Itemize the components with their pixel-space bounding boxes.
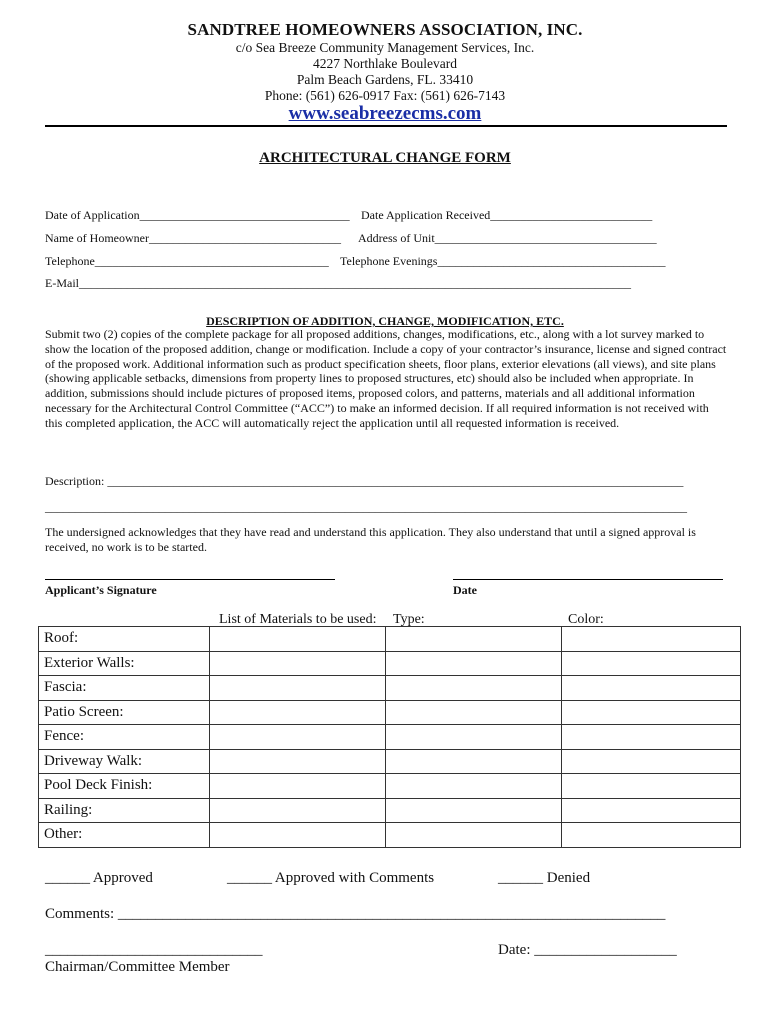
comments-field[interactable]: Comments: _________________________________________________________________________ bbox=[45, 906, 666, 922]
material-type-cell[interactable] bbox=[386, 676, 562, 701]
street-line: 4227 Northlake Boulevard bbox=[313, 56, 457, 71]
material-type-cell[interactable] bbox=[386, 651, 562, 676]
approved-option[interactable]: ______ Approved bbox=[45, 870, 153, 886]
material-type-cell[interactable] bbox=[386, 823, 562, 848]
materials-row bbox=[39, 725, 741, 750]
materials-row bbox=[39, 700, 741, 725]
material-used-cell[interactable] bbox=[210, 676, 386, 701]
material-used-cell[interactable] bbox=[210, 627, 386, 652]
city-line: Palm Beach Gardens, FL. 33410 bbox=[296, 72, 474, 87]
material-type-cell[interactable] bbox=[386, 749, 562, 774]
email-field[interactable]: E-Mail____________________________________________________________________________________________ bbox=[45, 276, 631, 290]
material-type-cell[interactable] bbox=[386, 774, 562, 799]
acknowledgement-text: The undersigned acknowledges that they have read and understand this application. They also understand that until a signed approval is received, no work is to be started. bbox=[45, 525, 696, 554]
materials-row bbox=[39, 651, 741, 676]
unit-address-field[interactable]: Address of Unit_____________________________________ bbox=[358, 231, 657, 245]
material-label: Pool Deck Finish: bbox=[39, 774, 210, 799]
material-label: Patio Screen: bbox=[39, 700, 210, 725]
material-type-cell[interactable] bbox=[386, 798, 562, 823]
material-label: Roof: bbox=[39, 627, 210, 652]
material-used-cell[interactable] bbox=[210, 774, 386, 799]
header-divider bbox=[45, 125, 727, 127]
homeowner-name-field[interactable]: Name of Homeowner________________________________ bbox=[45, 231, 341, 245]
materials-color-header: Color: bbox=[568, 612, 604, 627]
material-label: Driveway Walk: bbox=[39, 749, 210, 774]
approved-with-comments-option[interactable]: ______ Approved with Comments bbox=[227, 870, 435, 886]
material-color-cell[interactable] bbox=[562, 651, 741, 676]
material-color-cell[interactable] bbox=[562, 823, 741, 848]
material-label: Railing: bbox=[39, 798, 210, 823]
material-label: Other: bbox=[39, 823, 210, 848]
care-of-line: c/o Sea Breeze Community Management Services, Inc. bbox=[235, 40, 535, 55]
instructions-paragraph: Submit two (2) copies of the complete package for all proposed additions, changes, modifications, etc., along with a lot survey marked to show the location of the proposed addition, change or modification. Include a copy of your contractor’s insurance, license and signed contract of the proposed work. Additional information such as product specification sheets, floor plans, exterior elevations (all views), and site plans (showing applicable setbacks, dimensions from property lines to proposed structures, etc) should also be included when appropriate. In addition, submissions should include pictures of proposed items, proposed colors, and patterns, materials and all additional information necessary for the Architectural Control Committee (“ACC”) to make an informed decision. If all required information is not received with this completed application, the ACC will automatically reject the application until all requested information is received. bbox=[45, 327, 727, 430]
material-label: Fence: bbox=[39, 725, 210, 750]
phone-fax-line: Phone: (561) 626-0917 Fax: (561) 626-7143 bbox=[264, 88, 506, 103]
description-heading: DESCRIPTION OF ADDITION, CHANGE, MODIFICATION, ETC. bbox=[206, 314, 564, 328]
description-field[interactable]: Description: ________________________________________________________________________________________________ bbox=[45, 474, 684, 488]
material-used-cell[interactable] bbox=[210, 823, 386, 848]
materials-type-header: Type: bbox=[393, 612, 425, 627]
material-label: Exterior Walls: bbox=[39, 651, 210, 676]
material-type-cell[interactable] bbox=[386, 725, 562, 750]
material-color-cell[interactable] bbox=[562, 774, 741, 799]
material-color-cell[interactable] bbox=[562, 749, 741, 774]
materials-row bbox=[39, 749, 741, 774]
material-color-cell[interactable] bbox=[562, 798, 741, 823]
committee-member-label: Chairman/Committee Member bbox=[45, 959, 230, 975]
material-type-cell[interactable] bbox=[386, 627, 562, 652]
materials-list-header: List of Materials to be used: bbox=[219, 612, 377, 627]
material-color-cell[interactable] bbox=[562, 725, 741, 750]
materials-table bbox=[38, 626, 741, 848]
material-color-cell[interactable] bbox=[562, 676, 741, 701]
applicant-signature-line[interactable] bbox=[45, 579, 335, 580]
description-field-line2[interactable]: ___________________________________________________________________________________________________________ bbox=[45, 500, 687, 514]
applicant-date-line[interactable] bbox=[453, 579, 723, 580]
telephone-evenings-field[interactable]: Telephone Evenings______________________________________ bbox=[340, 254, 666, 268]
materials-row bbox=[39, 774, 741, 799]
material-used-cell[interactable] bbox=[210, 798, 386, 823]
material-used-cell[interactable] bbox=[210, 651, 386, 676]
materials-row bbox=[39, 798, 741, 823]
material-used-cell[interactable] bbox=[210, 700, 386, 725]
material-color-cell[interactable] bbox=[562, 700, 741, 725]
committee-date-field[interactable]: Date: ___________________ bbox=[498, 942, 677, 958]
material-color-cell[interactable] bbox=[562, 627, 741, 652]
material-used-cell[interactable] bbox=[210, 749, 386, 774]
materials-row bbox=[39, 676, 741, 701]
denied-option[interactable]: ______ Denied bbox=[498, 870, 591, 886]
telephone-field[interactable]: Telephone_______________________________________ bbox=[45, 254, 329, 268]
date-received-field[interactable]: Date Application Received___________________________ bbox=[361, 208, 653, 222]
materials-row bbox=[39, 627, 741, 652]
applicant-signature-label: Applicant’s Signature bbox=[45, 583, 157, 597]
material-used-cell[interactable] bbox=[210, 725, 386, 750]
date-label: Date bbox=[453, 583, 477, 597]
date-of-application-field[interactable]: Date of Application___________________________________ bbox=[45, 208, 350, 222]
material-label: Fascia: bbox=[39, 676, 210, 701]
website-link[interactable]: www.seabreezecms.com bbox=[288, 103, 482, 124]
org-name: SANDTREE HOMEOWNERS ASSOCIATION, INC. bbox=[187, 20, 583, 39]
materials-row bbox=[39, 823, 741, 848]
form-title: ARCHITECTURAL CHANGE FORM bbox=[259, 150, 511, 166]
committee-signature-line[interactable]: _____________________________ bbox=[45, 942, 263, 958]
material-type-cell[interactable] bbox=[386, 700, 562, 725]
